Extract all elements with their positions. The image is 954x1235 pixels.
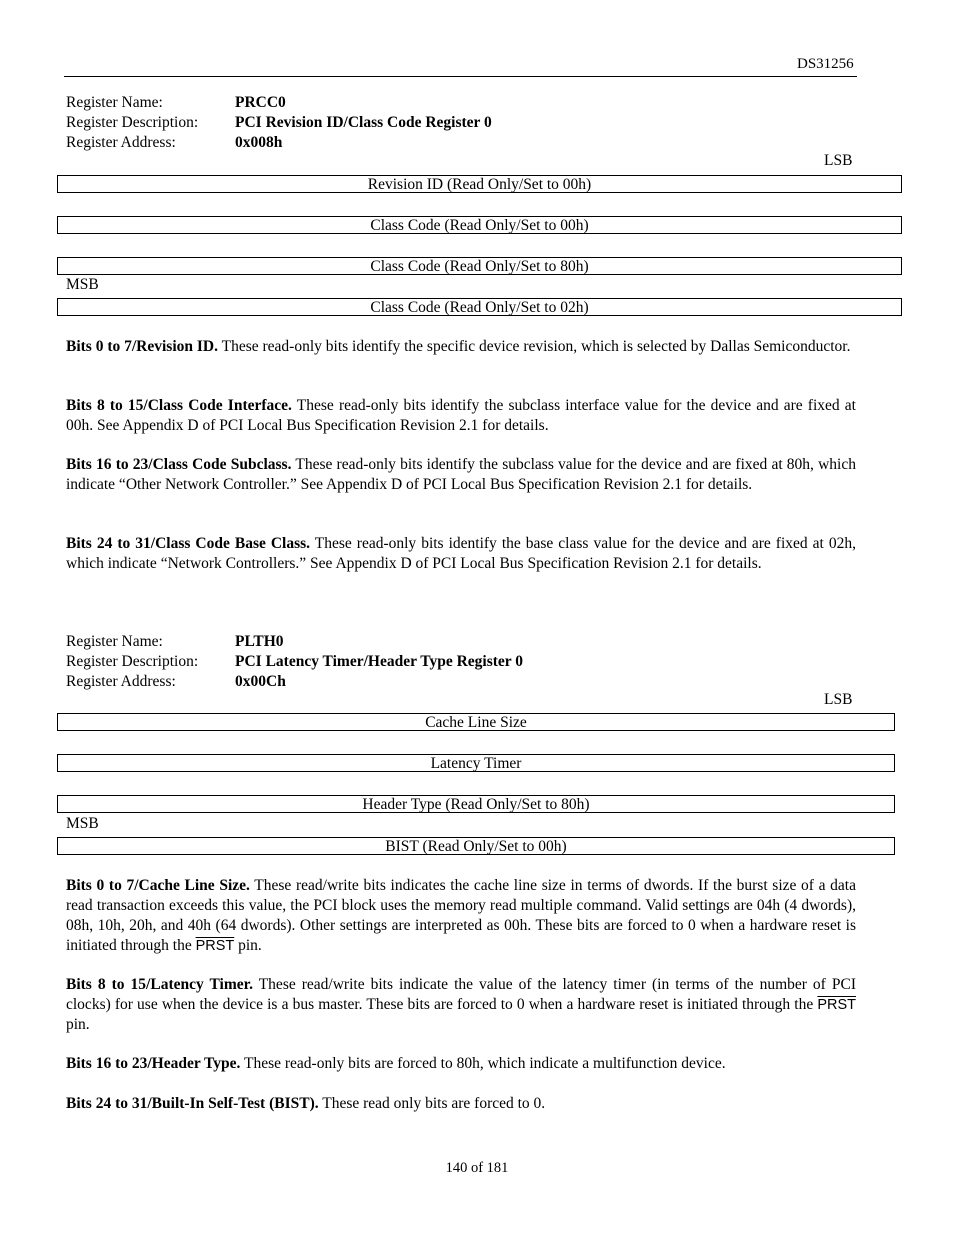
- bit-description-tail: pin.: [238, 937, 262, 954]
- bit-description-title: Bits 0 to 7/Revision ID.: [66, 338, 218, 355]
- bit-description: [66, 876, 856, 956]
- lsb-label: LSB: [824, 152, 853, 169]
- bit-field-box: BIST (Read Only/Set to 00h): [57, 837, 895, 855]
- register-description-value: PCI Latency Timer/Header Type Register 0: [235, 653, 524, 670]
- bit-description-text: These read-only bits identify the base class value for the device and are fixed at 02h, which indicate “Network Controllers.” See Appendix D of PCI Local Bus Specification Revision 2.1 for details.: [66, 535, 856, 572]
- bit-field-box: Latency Timer: [57, 754, 895, 772]
- bit-description-text: These read-only bits are forced to 80h, which indicate a multifunction device.: [243, 1055, 726, 1072]
- bit-description-text: These read/write bits indicates the cache line size in terms of dwords. If the burst size of a data read transaction exceeds this value, the PCI block uses the memory read multiple command. Valid settings are 04h (4 dwords), 08h, 10h, 20h, and 40h (64 dwords). Other settings are interpreted as 00h. These bits are forced to 0 when a hardware reset is initiated through the: [66, 877, 856, 954]
- bit-description-text: These read-only bits identify the subclass interface value for the device and are fixed at 00h. See Appendix D of PCI Local Bus Specification Revision 2.1 for details.: [66, 397, 856, 434]
- bit-field-box: Class Code (Read Only/Set to 80h): [57, 257, 902, 275]
- register1-desc-row: [66, 113, 492, 133]
- bit-description: [66, 337, 856, 357]
- lsb-label: LSB: [824, 691, 853, 708]
- register-name-value: PLTH0: [235, 633, 284, 650]
- pin-name-overline: PRST: [195, 938, 235, 954]
- bit-description-title: Bits 8 to 15/Class Code Interface.: [66, 397, 292, 414]
- msb-label: MSB: [66, 815, 99, 832]
- bit-description: [66, 534, 856, 574]
- bit-field-box: Class Code (Read Only/Set to 00h): [57, 216, 902, 234]
- bit-field-box: Cache Line Size: [57, 713, 895, 731]
- register-description-value: PCI Revision ID/Class Code Register 0: [235, 114, 492, 131]
- register-name-label: Register Name:: [66, 633, 163, 650]
- register-address-label: Register Address:: [66, 673, 176, 690]
- register-name-label: Register Name:: [66, 94, 163, 111]
- bit-description: [66, 1054, 856, 1074]
- register-address-value: 0x00Ch: [235, 673, 286, 690]
- bit-description-title: Bits 24 to 31/Built-In Self-Test (BIST).: [66, 1095, 319, 1112]
- bit-description-text: These read-only bits identify the specific device revision, which is selected by Dallas Semiconductor.: [221, 338, 851, 355]
- register-description-label: Register Description:: [66, 653, 199, 670]
- register2-name-row: [66, 632, 523, 652]
- bit-description-text: These read/write bits indicate the value of the latency timer (in terms of the number of PCI clocks) for use when the device is a bus master. These bits are forced to 0 when a hardware reset is initiated through the: [66, 976, 856, 1013]
- register2-info: [66, 632, 523, 692]
- bit-field-box: Class Code (Read Only/Set to 02h): [57, 298, 902, 316]
- page-number: 140 of 181: [445, 1160, 509, 1176]
- register-description-label: Register Description:: [66, 114, 199, 131]
- bit-description-title: Bits 16 to 23/Class Code Subclass.: [66, 456, 292, 473]
- header-rule: [64, 76, 857, 77]
- register2-desc-row: [66, 652, 523, 672]
- bit-description: [66, 1094, 856, 1114]
- msb-label: MSB: [66, 276, 99, 293]
- bit-description-title: Bits 16 to 23/Header Type.: [66, 1055, 241, 1072]
- bit-description-text: These read only bits are forced to 0.: [322, 1095, 546, 1112]
- register1-addr-row: [66, 133, 492, 153]
- bit-field-box: Revision ID (Read Only/Set to 00h): [57, 175, 902, 193]
- bit-field-box: Header Type (Read Only/Set to 80h): [57, 795, 895, 813]
- document-id: DS31256: [797, 56, 854, 72]
- register1-info: [66, 93, 492, 153]
- bit-description-title: Bits 24 to 31/Class Code Base Class.: [66, 535, 311, 552]
- register1-name-row: [66, 93, 492, 113]
- bit-description: [66, 396, 856, 436]
- register2-addr-row: [66, 672, 523, 692]
- bit-description-title: Bits 0 to 7/Cache Line Size.: [66, 877, 250, 894]
- register-name-value: PRCC0: [235, 94, 286, 111]
- register-address-value: 0x008h: [235, 134, 283, 151]
- bit-description-tail: pin.: [66, 1016, 90, 1033]
- pin-name-overline: PRST: [817, 997, 857, 1013]
- register-address-label: Register Address:: [66, 134, 176, 151]
- bit-description: [66, 455, 856, 495]
- bit-description-title: Bits 8 to 15/Latency Timer.: [66, 976, 253, 993]
- bit-description-text: These read-only bits identify the subclass value for the device and are fixed at 80h, which indicate “Other Network Controller.” See Appendix D of PCI Local Bus Specification Revision 2.1 for details.: [66, 456, 856, 493]
- bit-description: [66, 975, 856, 1035]
